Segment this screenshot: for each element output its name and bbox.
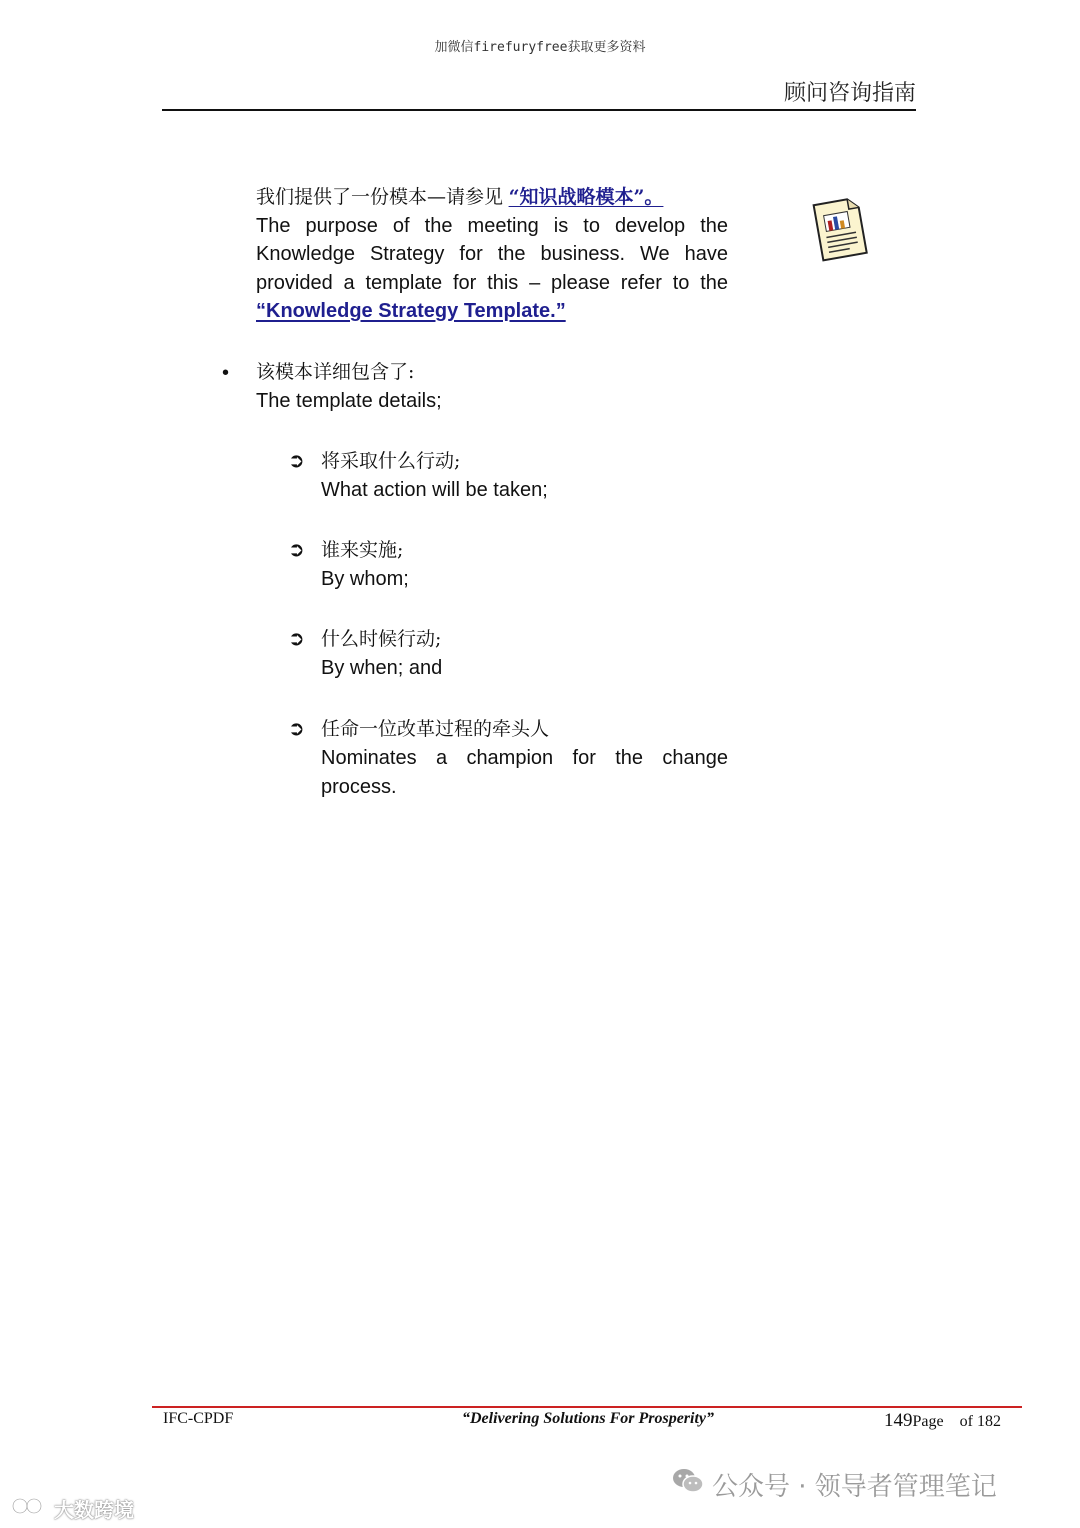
list-item [321,715,728,802]
page-header-title: 顾问咨询指南 [783,81,916,106]
footer-org: IFC-CPDF [163,1410,234,1427]
corner-watermark-text: 大数跨境 [54,1498,134,1522]
list-item-en: By whom; [321,568,409,590]
wechat-watermark [672,1466,997,1503]
bullet-item [256,358,442,416]
corner-watermark [10,1494,134,1523]
footer-page-info [884,1410,1001,1432]
top-watermark: 加微信firefuryfree获取更多资料 [434,40,646,55]
list-item-zh: 将采取什么行动; [321,450,461,472]
page-total: of 182 [959,1413,1001,1430]
wechat-icon [672,1467,704,1502]
brand-logo-icon [10,1495,50,1522]
page-number: 149 [884,1410,913,1431]
intro-en-text [256,212,728,326]
arrow-bullet-icon: ➲ [288,539,305,561]
list-item [321,625,728,683]
intro-en-body: The purpose of the meeting is to develop the Knowledge Strategy for the business. We have provided a template for this – please refer to the [256,214,728,294]
bullet-en: The template details; [256,390,442,412]
template-link-zh[interactable]: “知识战略模本”。 [508,186,664,208]
template-link-en[interactable]: “Knowledge Strategy Template.” [256,300,566,322]
list-item-zh: 任命一位改革过程的牵头人 [321,718,550,740]
header-divider [162,109,916,111]
intro-zh-text: 我们提供了一份模本—请参见 [256,186,504,208]
intro-zh-line [256,183,728,212]
page-label: Page [912,1413,944,1430]
wechat-watermark-text: 公众号 · 领导者管理笔记 [712,1472,997,1502]
list-item-en: What action will be taken; [321,479,548,501]
bullet-zh: 该模本详细包含了: [256,361,415,383]
list-item [321,447,728,505]
list-item-en: Nominates a champion for the change process. [321,747,728,798]
list-item [321,536,728,594]
footer-divider [152,1406,1022,1408]
bullet-dot: • [222,362,230,384]
footer-slogan: “Delivering Solutions For Prosperity” [462,1410,715,1427]
intro-paragraph [256,183,728,326]
list-item-zh: 什么时候行动; [321,628,442,650]
arrow-bullet-icon: ➲ [288,628,305,650]
arrow-bullet-icon: ➲ [288,718,305,740]
document-chart-icon [808,193,872,263]
list-item-zh: 谁来实施; [321,539,404,561]
arrow-bullet-icon: ➲ [288,450,305,472]
list-item-en: By when; and [321,657,443,679]
